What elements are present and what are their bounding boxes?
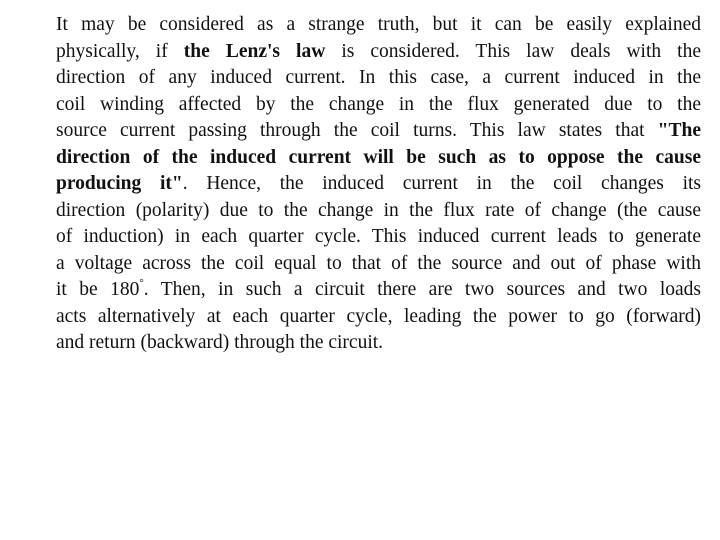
text-run: and return (backward) through the circuit. — [56, 332, 384, 353]
text-run: a voltage across the coil equal to that of the source and out of phase with — [56, 252, 701, 274]
text-run: source current passing through the coil turns. This law states that — [56, 120, 658, 141]
text-line — [56, 251, 701, 278]
bold-quote-start: "The — [657, 120, 701, 141]
text-line — [56, 277, 701, 304]
text-run: physically, if — [56, 40, 184, 62]
text-line — [56, 171, 701, 198]
bold-quote-end: producing it" — [56, 173, 183, 194]
text-run: it be 180 — [56, 279, 140, 300]
text-line — [56, 12, 701, 39]
text-line — [56, 65, 701, 92]
text-run: is considered. This law deals with the — [325, 40, 702, 62]
bold-term-lenz-law: the Lenz's law — [183, 40, 326, 62]
text-run: . Hence, the induced current in the coil changes its — [182, 173, 701, 194]
text-line-last — [56, 330, 701, 357]
text-run: coil winding affected by the change in the flux generated due to the — [56, 93, 701, 115]
text-run: acts alternatively at each quarter cycle, leading the power to go (forward) — [56, 305, 701, 327]
text-run: direction of any induced current. In this case, a current induced in the — [56, 67, 701, 88]
text-line — [56, 198, 701, 225]
text-run: . Then, in such a circuit there are two sources and two loads — [143, 279, 701, 300]
text-line — [56, 39, 701, 66]
text-line — [56, 92, 701, 119]
degree-sign: ° — [139, 277, 144, 289]
text-line — [56, 304, 701, 331]
text-line — [56, 118, 701, 145]
text-run: of induction) in each quarter cycle. This induced current leads to generate — [56, 226, 701, 247]
text-line — [56, 145, 701, 172]
bold-quote: direction of the induced current will be such as to oppose the cause — [56, 146, 701, 168]
text-run: direction (polarity) due to the change in the flux rate of change (the cause — [56, 199, 701, 221]
text-run: It may be considered as a strange truth, but it can be easily explained — [56, 14, 701, 35]
body-paragraph — [56, 12, 701, 357]
text-line — [56, 224, 701, 251]
